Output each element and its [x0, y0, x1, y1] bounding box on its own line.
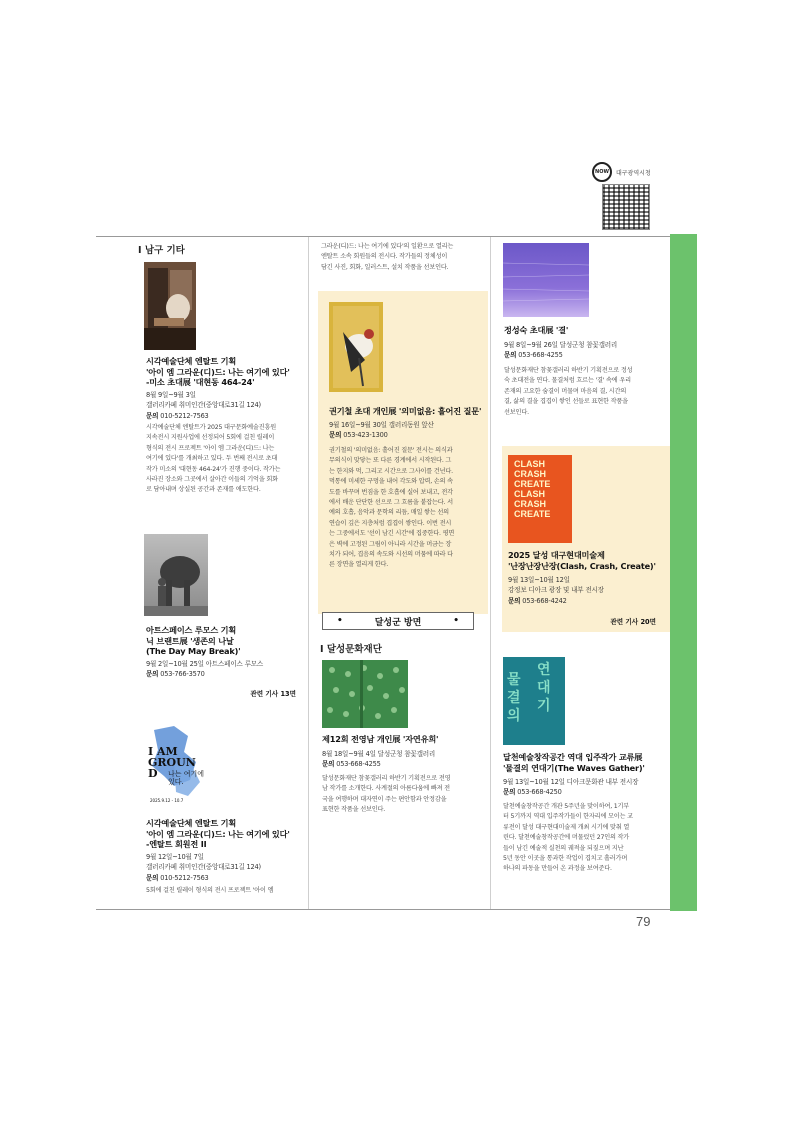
poster-text: 물 — [507, 672, 521, 688]
poster-text: 나는 여기에 있다. — [168, 770, 205, 786]
bullet-icon: • — [453, 616, 459, 626]
poster-text: 의 — [507, 708, 521, 724]
poster-text: I AM — [148, 745, 178, 758]
item-body: 5회에 걸친 릴레이 형식의 전시 프로젝트 '아이 엠 — [146, 887, 274, 894]
item-meta: 9월 8일~9월 26일 달성군청 참꽃갤러리 문의 053-668-4255 — [504, 341, 618, 360]
item-meta: 9월 2일~10월 25일 아트스페이스 루모스 문의 053-766-3570 — [146, 660, 264, 679]
poster-date: 2025.9.12 - 10.7 — [150, 798, 184, 803]
exhibition-image-nick-brandt — [144, 534, 208, 616]
poster-text: CLASH — [514, 489, 545, 499]
poster-text: CREATE — [514, 479, 551, 489]
item-body: 달성문화재단 참꽃갤러리 하반기 기획전으로 정성 숙 초대전을 연다. 물결처럼 흐르는 '결' 속에 우리 존재의 고요한 숨결이 머물며 마음의 결, 시간의 결, 삶의 결을 겹겹이 쌓인 선들로 표현한 작품을 선보인다. — [504, 367, 633, 416]
city-logo: NOW — [592, 162, 612, 182]
related-article-link[interactable]: 관련 기사 13면 — [250, 690, 296, 698]
section-color-bar — [670, 234, 697, 911]
column-divider — [490, 237, 491, 909]
item-meta: 9월 12일~10월 7일 갤러리카페 취미인간(중앙대로31길 124) 문의 010-5212-7563 — [146, 853, 261, 882]
item-title: 시각예술단체 엔탈트 기획 '아이 엠 그라운(디)드: 나는 여기에 있다' -미소 초대展 '대현동 464-24' — [146, 356, 290, 387]
poster-text: 기 — [537, 698, 551, 714]
page-number: 79 — [636, 914, 651, 929]
item-title: 달천예술창작공간 역대 입주작가 교류展 '물결의 연대기(The Waves Gather)' — [503, 752, 645, 773]
poster-text: 대 — [537, 680, 551, 696]
poster-text: 결 — [507, 690, 521, 706]
qr-code-block — [590, 160, 662, 232]
item-title: 2025 달성 대구현대미술제 '난장난장난장(Clash, Crash, Create)' — [508, 550, 656, 571]
section-title-namgu: I 남구 기타 — [138, 245, 185, 256]
related-article-link[interactable]: 관련 기사 20면 — [610, 618, 656, 626]
item-meta: 8월 9일~9월 3일 갤러리카페 취미인간(중앙대로31길 124) 문의 010-5212-7563 — [146, 391, 261, 420]
exhibition-image-jeong — [503, 243, 589, 317]
section-title-dalseong-foundation: I 달성문화재단 — [320, 644, 382, 655]
continued-body: 그라운(디)드: 나는 여기에 있다'의 일환으로 열리는 엔탈트 소속 회원들의 전시다. 작가들의 정체성이 담긴 사진, 회화, 일러스트, 설치 작품을 선보인다. — [321, 243, 454, 271]
exhibition-poster-waves — [503, 657, 565, 745]
item-body: 달성문화재단 참꽃갤러리 하반기 기획전으로 전영 남 작가를 소개한다. 사계절의 아름다움에 빠져 전 국을 여행하며 대자연이 주는 편안함과 안정감을 표현한 작품을 선보인다. — [322, 775, 451, 814]
bullet-icon: • — [337, 616, 343, 626]
exhibition-poster-i-am-grounded — [144, 722, 208, 808]
poster-text: CLASH — [514, 459, 545, 469]
item-body: 시각예술단체 엔탈트가 2025 대구문화예술진흥원 지속전시 지원사업에 선정되어 5회에 걸친 릴레이 형식의 전시 프로젝트 '아이 엠 그라운(디)드: 나는 여기에 있다'를 개최하고 있다. 두 번째 전시로 초대 작가 미소의 '대현동 464-24'가 진행 중이다. 작가는 사라진 장소와 그곳에서 살아간 이들의 기억을 회화 로 담아내며 상실된 공간과 존재를 애도한다. — [146, 424, 281, 494]
poster-text: GROUN D — [148, 756, 196, 780]
exhibition-image-kwon — [329, 302, 383, 392]
poster-text: 연 — [537, 662, 551, 678]
item-title: 시각예술단체 엔탈트 기획 '아이 엠 그라운(디)드: 나는 여기에 있다' -엔탈트 회원전 II — [146, 818, 290, 849]
item-meta: 9월 13일~10월 12일 디아크문화관 내부 전시장 문의 053-668-4250 — [503, 778, 639, 797]
qr-label: 대구광역시청 — [616, 170, 651, 177]
poster-text: CREATE — [514, 509, 551, 519]
exhibition-poster-clash — [508, 455, 572, 543]
page-bottom-rule — [96, 909, 670, 910]
item-meta: 9월 16일~9월 30일 갤러리동원 앞산 문의 053-423-1300 — [329, 421, 434, 440]
poster-text: CRASH — [514, 499, 547, 509]
page-top-rule — [96, 236, 670, 237]
item-title: 정성숙 초대展 '결' — [504, 325, 569, 335]
item-body: 권기철의 '의미없음: 흩어진 질문' 전시는 의식과 무의식이 맞닿는 또 다른 경계에서 시작된다. 그 는 한지와 먹, 그리고 시간으로 그사이를 건넌다. 먹통에 미세한 구멍을 내어 각도와 압력, 손의 속 도를 바꾸며 번짐을 한 호흡에 실어 보내고, 전각 에서 배운 단단한 선으로 그 흐름을 붙잡는다. 서 예의 호흡, 음악과 문학의 리듬, 매일 쌓는 선의 연습이 깊은 지층처럼 겹겹이 쌓인다. 이번 전시 는 그중에서도 '선이 남긴 시간'에 집중한다. 평면 은 벽에 고정된 그림이 아니라 시간을 머금는 장 치가 되어, 겹음의 속도와 시선의 머뭄에 따라 다 른 장면을 열리게 한다. — [329, 447, 455, 569]
column-divider — [308, 237, 309, 909]
item-title: 아트스페이스 루모스 기획 닉 브랜트展 '생존의 나날 (The Day May Break)' — [146, 625, 241, 656]
item-title: 권기철 초대 개인展 '의미없음: 흩어진 질문' — [329, 406, 482, 416]
item-meta: 8월 18일~9월 4일 달성군청 참꽃갤러리 문의 053-668-4255 — [322, 750, 436, 769]
qr-code[interactable] — [602, 184, 650, 230]
exhibition-image-jeon — [322, 660, 408, 728]
item-body: 달천예술창작공간 개관 5주년을 맞이하여, 1기부 터 5기까지 역대 입주작가들이 한자리에 모이는 교 류전이 달성 대구현대미술제 개최 시기에 맞춰 열 린다. 달천예술창작공간에 머물렀던 27인의 작가 들이 남긴 예술적 실천의 궤적을 되짚으며 지난 5년 동안 이곳을 통과한 작업이 겹치고 흘러가며 하나의 파동을 만들어 온 과정을 보여준다. — [503, 803, 633, 873]
item-meta: 9월 13일~10월 12일 강정보 디아크 광장 및 내부 전시장 문의 053-668-4242 — [508, 576, 604, 605]
item-title: 제12회 전영남 개인展 '자연유희' — [322, 734, 439, 744]
exhibition-image-miso — [144, 262, 196, 350]
poster-text: CRASH — [514, 469, 547, 479]
section-banner-dalseong: • 달성군 방면 • — [322, 612, 474, 630]
